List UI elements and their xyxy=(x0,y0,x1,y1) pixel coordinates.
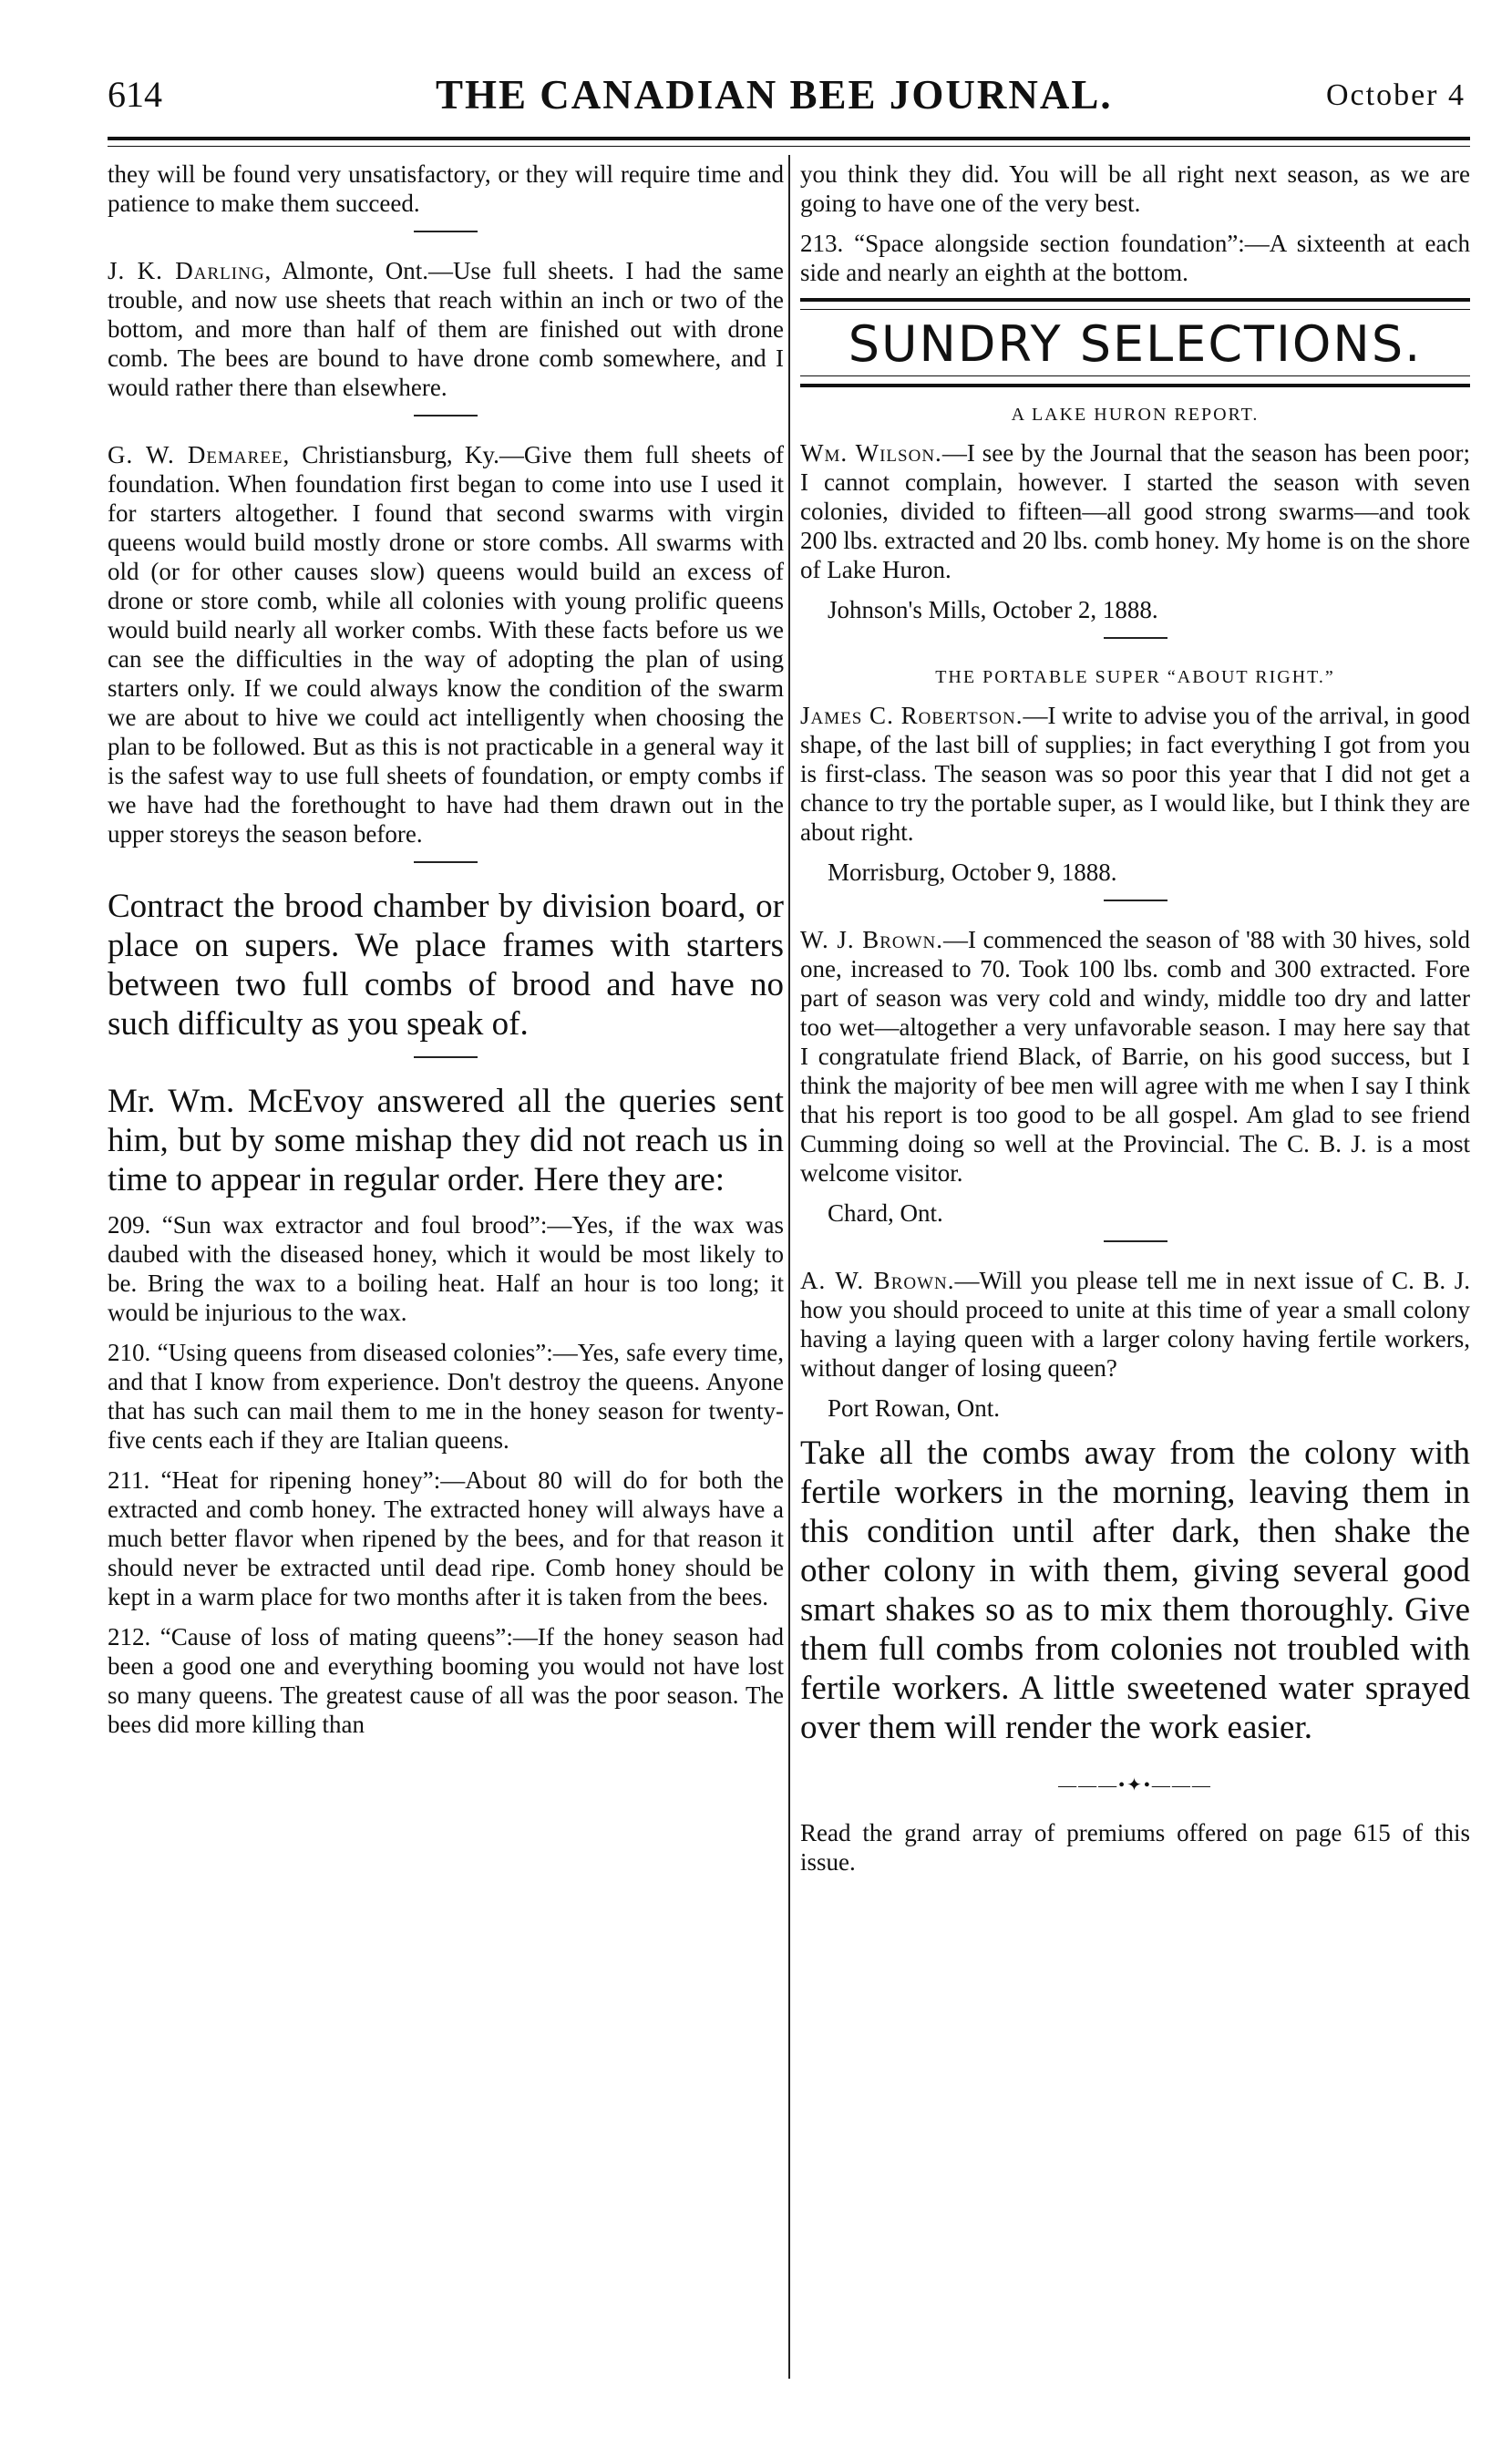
divider xyxy=(414,1056,478,1058)
query-213: 213. “Space alongside section foundation”:—A sixteenth at each side and nearly an eighth at the bottom. xyxy=(800,230,1470,286)
author-name: James C. Robertson. xyxy=(800,702,1023,729)
query-210: 210. “Using queens from diseased colonies”:—Yes, safe every time, and that I know from experience. Don't destroy the queens. Anyone that has such can mail them to me in the honey season for twenty-five cents each if they are Italian queens. xyxy=(108,1339,784,1454)
journal-title: THE CANADIAN BEE JOURNAL. xyxy=(436,72,1113,118)
section-rule-bottom-thin xyxy=(800,375,1470,376)
report-place: Johnson's Mills, October 2, 1888. xyxy=(828,596,1158,623)
issue-date: October 4 xyxy=(1325,78,1466,112)
author-name: G. W. Demaree, xyxy=(108,441,291,468)
section-rule-top xyxy=(800,298,1470,302)
section-title: SUNDRY SELECTIONS. xyxy=(848,315,1423,373)
report-place: Morrisburg, October 9, 1888. xyxy=(828,859,1117,886)
reply-text: Almonte, Ont.—Use full sheets. I had the same trouble, and now use sheets that reach within an inch or two of the bottom, and more than half of them are finished out with drone comb. The bees are bound to have drone comb somewhere, and I would rather there than elsewhere. xyxy=(108,257,784,401)
divider xyxy=(1104,637,1167,639)
divider xyxy=(414,415,478,416)
query-211: 211. “Heat for ripening honey”:—About 80 will do for both the extracted and comb honey. The extracted honey will always have a much better flavor when ripened by the bees, and for that reason it should never be extracted until dead ripe. Comb honey should be kept in a warm place for two months after it is taken from the bees. xyxy=(108,1466,784,1610)
darling-reply xyxy=(108,256,784,402)
wilson-report xyxy=(800,438,1470,584)
report-text: —Will you please tell me in next issue of C. B. J. how you should proceed to unite at this time of year a small colony having a laying queen with a larger colony having fertile workers, without danger of losing queen? xyxy=(800,1267,1470,1382)
mcevoy-intro: Mr. Wm. McEvoy answered all the queries sent him, but by some mishap they did not reach us in time to appear in regular order. Here they are: xyxy=(108,1083,784,1198)
paragraph-continuation: you think they did. You will be all right next season, as we are going to have one of the very best. xyxy=(800,160,1470,217)
right-column xyxy=(800,159,1470,1887)
robertson-report xyxy=(800,701,1470,847)
divider xyxy=(414,861,478,863)
editor-reply: Contract the brood chamber by division board, or place on supers. We place frames with starters between two full combs of brood and have no such difficulty as you speak of. xyxy=(108,888,784,1043)
report-text: —I write to advise you of the arrival, in good shape, of the last bill of supplies; in fact everything I got from you is first-class. The season was so poor this year that I did not get a chance to try the portable super, as I would like, but I think they are about right. xyxy=(800,702,1470,846)
paragraph-continuation: they will be found very unsatisfactory, or they will require time and patience to make them succeed. xyxy=(108,160,784,217)
report-place: Chard, Ont. xyxy=(828,1199,943,1227)
column-divider xyxy=(788,155,790,2379)
divider xyxy=(1104,1240,1167,1242)
page-header xyxy=(108,53,1475,124)
report-heading: THE PORTABLE SUPER “ABOUT RIGHT.” xyxy=(935,667,1335,687)
aw-brown-query xyxy=(800,1266,1470,1383)
left-column xyxy=(108,159,784,1750)
reply-text: Christiansburg, Ky.—Give them full sheets of foundation. When foundation first began to come into use I used it for starters altogether. I found that second swarms with virgin queens would build mostly drone or store combs. All swarms with old (or for other causes slow) queens would build an excess of drone or store comb, while all colonies with young prolific queens would build nearly all worker combs. With these facts before us we can see the difficulties in the way of adopting the plan of using starters only. If we could always know the condition of the swarm we are about to hive we could act intelligently when choosing the plan to be followed. But as this is not practicable in a general way it is the safest way to use full sheets of foundation, or empty combs if we have had the forethought to have had them drawn out in the upper storeys the season before. xyxy=(108,441,784,848)
divider xyxy=(414,231,478,232)
section-rule-bottom xyxy=(800,384,1470,387)
report-text: —I see by the Journal that the season has been poor; I cannot complain, however. I started the season with seven colonies, divided to fifteen—all good strong swarms—and took 200 lbs. extracted and 20 lbs. comb honey. My home is on the shore of Lake Huron. xyxy=(800,439,1470,583)
query-209: 209. “Sun wax extractor and foul brood”:—Yes, if the wax was daubed with the diseased honey, which it would be most likely to be. Bring the wax to a boiling heat. Half an hour is too long; it would be injurious to the wax. xyxy=(108,1211,784,1326)
header-rule xyxy=(108,137,1470,140)
author-name: Wm. Wilson. xyxy=(800,439,942,467)
editor-reply: Take all the combs away from the colony with fertile workers in the morning, leaving them in this condition until after dark, then shake the other colony in with them, giving several good smart shakes so as to mix them thoroughly. Give them full combs from colonies not troubled with fertile workers. A little sweetened water sprayed over them will render the work easier. xyxy=(800,1434,1470,1746)
section-rule-top-thin xyxy=(800,309,1470,310)
demaree-reply xyxy=(108,440,784,848)
author-name: W. J. Brown. xyxy=(800,926,944,953)
premiums-note: Read the grand array of premiums offered on page 615 of this issue. xyxy=(800,1819,1470,1876)
ornament-divider: ———•✦•——— xyxy=(1058,1775,1212,1795)
query-212: 212. “Cause of loss of mating queens”:—If the honey season had been a good one and everything booming you would not have lost so many queens. The greatest cause of all was the poor season. The bees did more killing than xyxy=(108,1623,784,1738)
report-heading: A LAKE HURON REPORT. xyxy=(1011,405,1260,425)
page-number: 614 xyxy=(108,74,162,115)
author-name: J. K. Darling, xyxy=(108,257,273,284)
report-place: Port Rowan, Ont. xyxy=(828,1394,1000,1422)
report-text: —I commenced the season of '88 with 30 hives, sold one, increased to 70. Took 100 lbs. comb and 300 extracted. Fore part of season was very cold and windy, middle too dry and latter too wet—altogether a very unfavorable season. I may here say that I congratulate friend Black, of Barrie, on his good success, but I think the majority of bee men will agree with me when I say I think that his report is too good to be all gospel. Am glad to see friend Cumming doing so well at the Provincial. The C. B. J. is a most welcome visitor. xyxy=(800,926,1470,1187)
wj-brown-report xyxy=(800,925,1470,1188)
author-name: A. W. Brown. xyxy=(800,1267,955,1294)
header-rule-thin xyxy=(108,146,1470,147)
divider xyxy=(1104,900,1167,901)
